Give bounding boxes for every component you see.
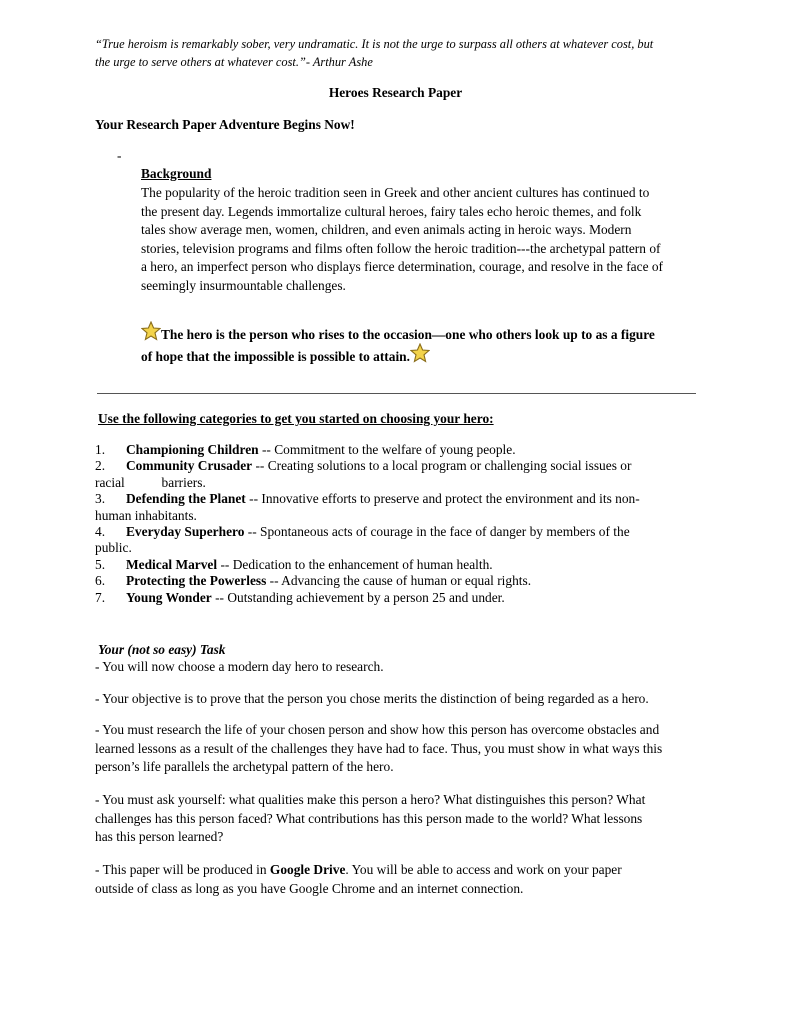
document-title: Heroes Research Paper — [328, 85, 463, 100]
quote-line: the urge to serve others at whatever cost.”- Arthur Ashe — [95, 55, 373, 69]
category-continuation: racial barriers. — [95, 474, 206, 490]
list-item — [95, 458, 705, 491]
background-line: The popularity of the heroic tradition seen in Greek and other ancient cultures has continued to — [141, 185, 650, 200]
task-text: - This paper will be produced in — [95, 862, 270, 877]
categories-list — [95, 442, 705, 606]
categories-heading: Use the following categories to get you started on choosing your hero: — [98, 411, 494, 426]
list-item — [95, 442, 705, 458]
google-drive-emphasis: Google Drive — [269, 862, 346, 877]
item-number: 7. — [95, 589, 106, 605]
star-icon — [141, 321, 161, 341]
task-line: learned lessons as a result of the challenges they have had to face. Thus, you must show in what ways this — [95, 740, 663, 756]
hero-statement-text: The hero is the person who rises to the occasion—one who others look up to as a figure — [161, 327, 655, 342]
item-number: 2. — [95, 458, 106, 474]
task-line: challenges has this person faced? What contributions has this person made to the world? What lessons — [95, 810, 643, 826]
task-heading: Your (not so easy) Task — [98, 642, 226, 657]
hero-statement-line-2 — [141, 343, 430, 367]
background-line: the present day. Legends immortalize cultural heroes, fairy tales echo heroic themes, and folk — [141, 203, 642, 219]
task-paragraph-1: - You will now choose a modern day hero to research. — [95, 659, 384, 674]
task-line: - You must ask yourself: what qualities make this person a hero? What distinguishes this person? What — [95, 792, 646, 807]
background-heading: Background — [141, 166, 212, 181]
background-line: seemingly insurmountable challenges. — [141, 277, 346, 293]
category-description: -- Outstanding achievement by a person 25 and under. — [211, 589, 505, 605]
task-paragraph-4 — [95, 791, 705, 847]
list-item — [95, 573, 705, 589]
background-paragraph — [141, 184, 706, 295]
category-description: -- Commitment to the welfare of young people. — [258, 442, 516, 457]
list-item — [95, 590, 705, 606]
item-number: 4. — [95, 524, 106, 540]
item-number: 5. — [95, 556, 106, 572]
list-item — [95, 491, 705, 524]
category-name: Young Wonder — [126, 589, 212, 605]
hero-statement-text: of hope that the impossible is possible to attain. — [141, 349, 410, 364]
background-line: stories, television programs and films often follow the heroic tradition---the archetypal pattern of — [141, 240, 661, 256]
item-number: 3. — [95, 491, 106, 507]
task-paragraph-2: - Your objective is to prove that the person you chose merits the distinction of being regarded as a hero. — [95, 691, 649, 706]
category-name: Community Crusader — [126, 458, 253, 474]
category-name: Protecting the Powerless — [126, 573, 267, 589]
background-line: a hero, an imperfect person who displays fierce determination, courage, and resolve in the face of — [141, 259, 664, 274]
list-item — [95, 557, 705, 573]
task-line — [95, 861, 705, 880]
quote-line: “True heroism is remarkably sober, very undramatic. It is not the urge to surpass all others at whatever cost, but — [95, 37, 654, 51]
category-name: Everyday Superhero — [126, 524, 245, 540]
star-icon — [410, 343, 430, 363]
hero-statement-line-1 — [141, 321, 655, 345]
task-line: outside of class as long as you have Google Chrome and an internet connection. — [95, 880, 524, 896]
category-description: -- Dedication to the enhancement of human health. — [217, 556, 493, 572]
subtitle: Your Research Paper Adventure Begins Now! — [95, 117, 355, 132]
task-line: has this person learned? — [95, 829, 224, 844]
task-line: - You must research the life of your chosen person and show how this person has overcome obstacles and — [95, 722, 660, 737]
task-paragraph-5 — [95, 861, 705, 898]
horizontal-divider — [97, 393, 696, 394]
item-number: 1. — [95, 442, 106, 457]
category-continuation: human inhabitants. — [95, 507, 197, 523]
item-number: 6. — [95, 573, 106, 589]
task-paragraph-3 — [95, 721, 705, 777]
task-line: person’s life parallels the archetypal pattern of the hero. — [95, 759, 394, 774]
category-continuation: public. — [95, 540, 132, 556]
list-item — [95, 524, 705, 557]
category-name: Championing Children — [126, 442, 259, 457]
category-description: -- Innovative efforts to preserve and protect the environment and its non- — [245, 491, 640, 507]
category-description: -- Creating solutions to a local program or challenging social issues or — [252, 458, 632, 474]
background-line: tales show average men, women, children, and even animals acting in heroic ways. Modern — [141, 222, 632, 237]
epigraph-quote — [95, 35, 705, 71]
category-name: Medical Marvel — [126, 556, 218, 572]
category-description: -- Advancing the cause of human or equal rights. — [266, 573, 532, 589]
task-text: . You will be able to access and work on your paper — [345, 862, 622, 877]
list-dash: - — [117, 148, 122, 163]
category-name: Defending the Planet — [126, 491, 246, 507]
category-description: -- Spontaneous acts of courage in the face of danger by members of the — [244, 524, 630, 540]
